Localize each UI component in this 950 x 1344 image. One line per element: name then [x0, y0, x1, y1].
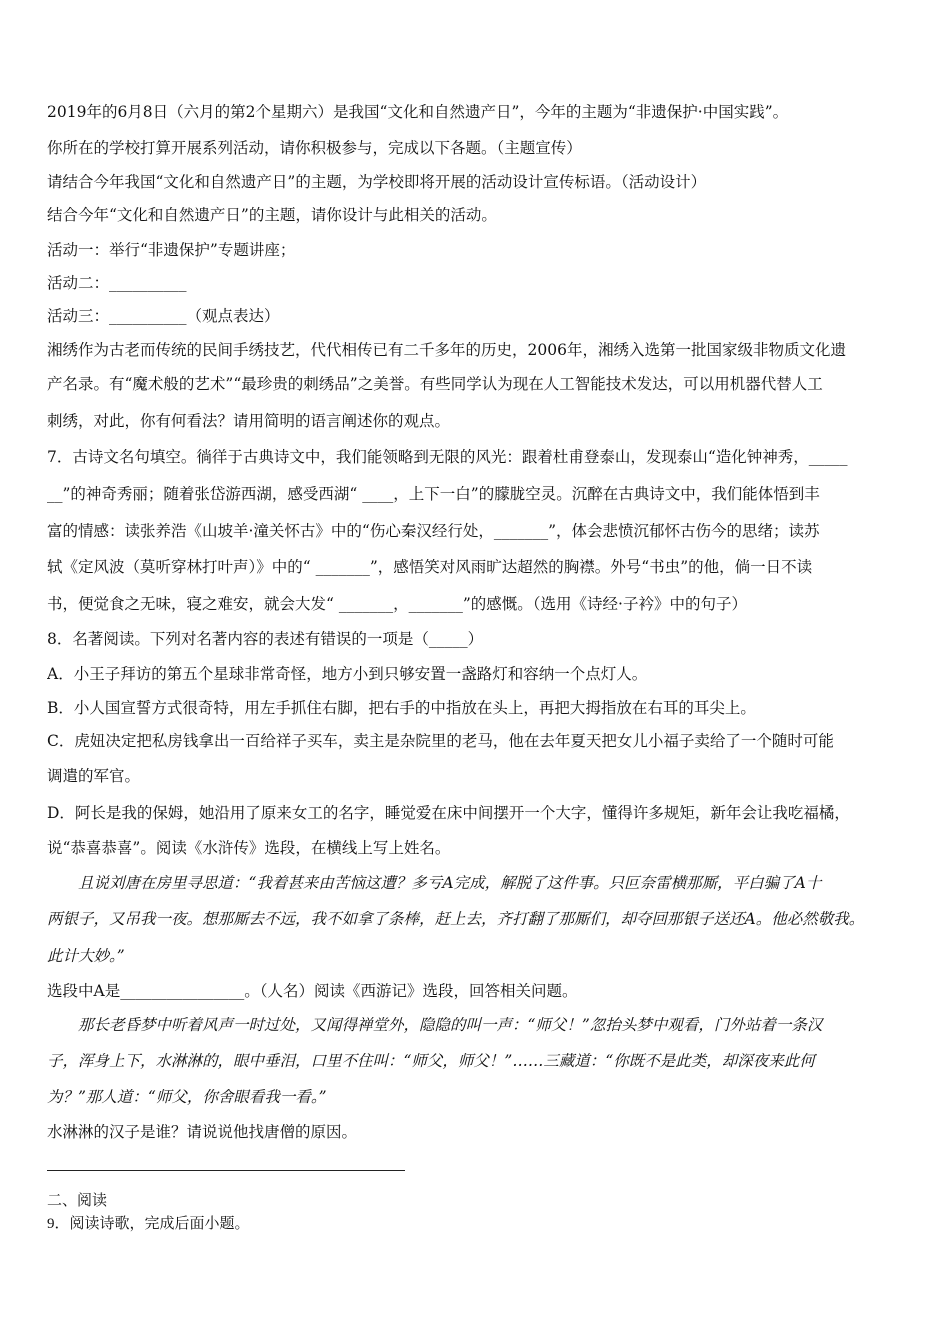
slogan-question: 请结合今年我国“文化和自然遗产日”的主题，为学校即将开展的活动设计宣传标语。（活动设计）: [47, 173, 707, 191]
activity-two: 活动二：__________: [47, 274, 187, 292]
activity-three: 活动三：__________（观点表达）: [47, 307, 280, 325]
question-7-line: 轼《定风波（莫听穿林打叶声）》中的“ _______”，感悟笑对风雨旷达超然的胸襟。外号“书虫”的他，倘一日不读: [47, 558, 813, 576]
intro-line: 2019年的6月8日（六月的第2个星期六）是我国“文化和自然遗产日”，今年的主题为“非遗保护·中国实践”。: [47, 103, 789, 121]
activity-one: 活动一：举行“非遗保护”专题讲座；: [47, 241, 296, 259]
xiyouji-excerpt-line: 为？”那人道：“师父，你舍眼看我一看。”: [47, 1088, 327, 1106]
question-7-line: __”的神奇秀丽；随着张岱游西湖，感受西湖“ ____，上下一白”的朦胧空灵。沉醉在古典诗文中，我们能体悟到丰: [47, 485, 820, 503]
shuihu-excerpt-line: 两银子，又吊我一夜。想那厮去不远，我不如拿了条棒，赶上去，齐打翻了那厮们，却夺回那银子送还A。他必然敬我。: [47, 910, 865, 928]
question-7-line: 7．古诗文名句填空。徜徉于古典诗文中，我们能领略到无限的风光：跟着杜甫登泰山，发现泰山“造化钟神秀，_____: [47, 448, 848, 466]
embroidery-paragraph-line: 湘绣作为古老而传统的民间手绣技艺，代代相传已有二千多年的历史，2006年，湘绣入选第一批国家级非物质文化遗: [47, 341, 846, 359]
question-8-stem: 8．名著阅读。下列对名著内容的表述有错误的一项是（_____）: [47, 630, 484, 648]
option-a: A．小王子拜访的第五个星球非常奇怪，地方小到只够安置一盏路灯和容纳一个点灯人。: [47, 665, 648, 683]
embroidery-paragraph-line: 产名录。有“魔术般的艺术”“最珍贵的刺绣品”之美誉。有些同学认为现在人工智能技术发达，可以用机器代替人工: [47, 375, 823, 393]
answer-line: [47, 1170, 405, 1171]
question-7-line: 富的情感：读张养浩《山坡羊·潼关怀古》中的“伤心秦汉经行处，_______”，体会悲愤沉郁怀古伤今的思绪；读苏: [47, 522, 820, 540]
shuihu-excerpt-line: 此计大妙。”: [47, 947, 125, 965]
option-b: B．小人国宣誓方式很奇特，用左手抓住右脚，把右手的中指放在头上，再把大拇指放在右耳的耳尖上。: [47, 699, 756, 717]
activity-question: 结合今年“文化和自然遗产日”的主题，请你设计与此相关的活动。: [47, 206, 497, 224]
shuihu-blank-question: 选段中A是________________。（人名）阅读《西游记》选段，回答相关问题。: [47, 982, 578, 1000]
task-intro-line: 你所在的学校打算开展系列活动，请你积极参与，完成以下各题。（主题宣传）: [47, 139, 582, 157]
option-d: D．阿长是我的保姆，她沿用了原来女工的名字，睡觉爱在床中间摆开一个大字，懂得许多规矩，新年会让我吃福橘，: [47, 804, 850, 822]
option-c: C．虎妞决定把私房钱拿出一百给祥子买车，卖主是杂院里的老马，他在去年夏天把女儿小福子卖给了一个随时可能: [47, 732, 834, 750]
xiyouji-excerpt-line: 子，浑身上下，水淋淋的，眼中垂泪，口里不住叫：“师父，师父！”……三藏道：“你既不是此类，却深夜来此何: [47, 1052, 815, 1070]
xiyouji-question: 水淋淋的汉子是谁？请说说他找唐僧的原因。: [47, 1123, 358, 1141]
option-d: 说“恭喜恭喜”。阅读《水浒传》选段，在横线上写上姓名。: [47, 839, 451, 857]
section-heading: 二、阅读: [47, 1193, 108, 1209]
xiyouji-excerpt-line: 那长老昏梦中听着风声一时过处，又闻得禅堂外，隐隐的叫一声：“师父！”忽抬头梦中观看，门外站着一条汉: [78, 1016, 823, 1034]
option-c: 调遣的军官。: [47, 767, 141, 785]
question-7-line: 书，便觉食之无味，寝之难安，就会大发“ _______，_______”的感慨。（选用《诗经·子衿》中的句子）: [47, 595, 747, 613]
shuihu-excerpt-line: 且说刘唐在房里寻思道：“我着甚来由苦恼这遭？多亏A完成，解脱了这件事。只叵奈雷横那厮，平白骗了A十: [78, 874, 822, 892]
question-9-stem: 9．阅读诗歌，完成后面小题。: [47, 1216, 250, 1232]
embroidery-paragraph-line: 刺绣，对此，你有何看法？请用简明的语言阐述你的观点。: [47, 412, 451, 430]
